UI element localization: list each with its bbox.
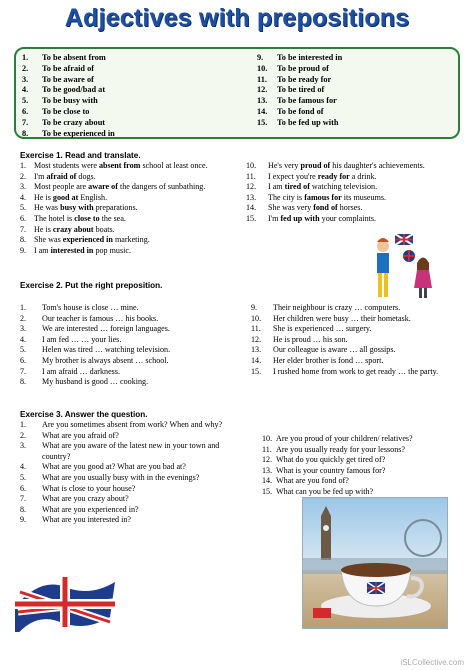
item-text: What is close to your house? xyxy=(42,483,136,493)
item-number: 12. xyxy=(262,455,273,465)
item-text: We are interested … foreign languages. xyxy=(42,324,170,334)
item-text: Our colleague is aware … all gossips. xyxy=(273,345,396,355)
highlighted-phrase: afraid of xyxy=(46,171,77,181)
highlighted-phrase: crazy about xyxy=(52,224,94,234)
item-text: To be ready for xyxy=(277,74,332,84)
item-text: Their neighbour is crazy … computers. xyxy=(273,303,401,312)
question-item xyxy=(262,445,467,456)
exercise-item xyxy=(20,367,240,378)
item-text: To be aware of xyxy=(42,74,94,84)
item-text: I am fed … … your lies. xyxy=(42,334,122,344)
item-number: 4. xyxy=(20,192,27,202)
sentence-item xyxy=(246,214,466,225)
sentence-start: I am xyxy=(268,182,285,192)
item-text: To be busy with xyxy=(42,96,98,106)
item-number: 5. xyxy=(22,96,29,106)
item-number: 1. xyxy=(22,53,29,62)
item-number: 15. xyxy=(257,117,268,127)
sentence-start: The city is xyxy=(268,192,305,202)
item-text: To be experienced in xyxy=(42,128,115,138)
item-number: 6. xyxy=(22,106,29,116)
vocabulary-item xyxy=(22,53,115,64)
sentence-start: He is xyxy=(34,224,53,234)
highlighted-phrase: busy with xyxy=(60,203,94,213)
question-item xyxy=(20,494,240,505)
question-item xyxy=(20,484,240,495)
sentence-start: I am xyxy=(34,245,51,255)
vocabulary-item xyxy=(257,118,342,129)
item-text: To be proud of xyxy=(277,63,329,73)
sentence-end: school at least once. xyxy=(140,161,208,170)
item-number: 8. xyxy=(22,128,29,138)
item-number: 6. xyxy=(20,213,27,223)
item-text: Helen was tired … watching television. xyxy=(42,345,171,355)
sentence-item xyxy=(246,193,466,204)
highlighted-phrase: ready for xyxy=(317,171,350,181)
exercise-item xyxy=(251,345,461,356)
exercise-item xyxy=(251,303,461,314)
item-text: To be good/bad at xyxy=(42,85,106,95)
sentence-end: boats. xyxy=(93,224,115,234)
item-text: What can you be fed up with? xyxy=(276,486,374,496)
item-number: 7. xyxy=(20,224,27,234)
sentence-item xyxy=(246,161,466,172)
highlighted-phrase: absent from xyxy=(98,161,141,170)
highlighted-phrase: fed up with xyxy=(280,213,320,223)
item-number: 12. xyxy=(257,85,268,95)
vocabulary-box xyxy=(14,47,460,139)
people-with-flags-illustration xyxy=(365,232,445,300)
sentence-start: She was xyxy=(34,235,63,245)
vocabulary-item xyxy=(22,75,115,86)
sentence-start: He's very xyxy=(268,161,301,170)
exercise-2-heading: Exercise 2. Put the right preposition. xyxy=(20,281,163,290)
item-number: 10. xyxy=(257,63,268,73)
item-number: 13. xyxy=(257,96,268,106)
item-number: 9. xyxy=(20,245,27,255)
item-number: 14. xyxy=(251,355,262,365)
sentence-item xyxy=(20,214,252,225)
item-text: My brother is always absent … school. xyxy=(42,355,169,365)
sentence-end: the sea. xyxy=(99,213,126,223)
item-text: To be famous for xyxy=(277,96,337,106)
vocabulary-column-1 xyxy=(22,53,115,139)
vocabulary-item xyxy=(22,118,115,129)
exercise-item xyxy=(20,324,240,335)
item-number: 2. xyxy=(20,171,27,181)
item-number: 2. xyxy=(20,430,27,440)
london-teacup-picture xyxy=(302,497,448,629)
vocabulary-item xyxy=(22,107,115,118)
item-number: 15. xyxy=(246,213,257,223)
question-item xyxy=(262,487,467,498)
question-item xyxy=(20,505,240,516)
exercise-3-right-list xyxy=(262,434,467,498)
item-number: 4. xyxy=(22,85,29,95)
sentence-start: He is xyxy=(34,192,53,202)
item-number: 15. xyxy=(251,366,262,376)
sentence-end: marketing. xyxy=(112,235,150,245)
item-text: Are you proud of your children/ relatives? xyxy=(276,434,413,443)
item-text: Her children were busy … their hometask. xyxy=(273,313,411,323)
item-text: To be crazy about xyxy=(42,117,106,127)
item-number: 3. xyxy=(20,441,27,451)
question-item xyxy=(262,434,467,445)
exercise-1-left-list xyxy=(20,161,252,256)
item-text: To be tired of xyxy=(277,85,325,95)
exercise-item xyxy=(20,345,240,356)
sentence-item xyxy=(246,172,466,183)
sentence-item xyxy=(20,182,252,193)
highlighted-phrase: experienced in xyxy=(62,235,113,245)
sentence-end: preparations. xyxy=(93,203,138,213)
item-text: What is your country famous for? xyxy=(276,465,386,475)
item-number: 4. xyxy=(20,334,27,344)
item-number: 14. xyxy=(246,203,257,213)
vocabulary-item xyxy=(22,96,115,107)
sentence-end: a drink. xyxy=(349,171,377,181)
highlighted-phrase: aware of xyxy=(88,182,118,192)
item-number: 9. xyxy=(20,515,27,525)
exercise-item xyxy=(251,367,461,378)
exercise-item xyxy=(20,377,240,388)
sentence-end: dogs. xyxy=(76,171,96,181)
item-text: To be absent from xyxy=(42,53,106,62)
item-text: I am afraid … darkness. xyxy=(42,366,120,376)
item-number: 5. xyxy=(20,472,27,482)
highlighted-phrase: interested in xyxy=(50,245,94,255)
sentence-item xyxy=(20,203,252,214)
item-text: What are you aware of the latest new in your town and country? xyxy=(42,441,220,461)
vocabulary-item xyxy=(257,96,342,107)
highlighted-phrase: fond of xyxy=(313,203,338,213)
uk-flag-decoration xyxy=(10,572,120,632)
item-number: 1. xyxy=(20,303,27,312)
item-number: 8. xyxy=(20,377,27,387)
item-number: 3. xyxy=(20,182,27,192)
exercise-2-right-list xyxy=(251,303,461,377)
exercise-1-right-list xyxy=(246,161,466,225)
sentence-item xyxy=(20,225,252,236)
item-number: 7. xyxy=(20,366,27,376)
item-number: 10. xyxy=(251,313,262,323)
vocabulary-column-2 xyxy=(257,53,342,129)
item-number: 2. xyxy=(22,63,29,73)
item-number: 13. xyxy=(246,192,257,202)
item-text: What are you crazy about? xyxy=(42,494,129,504)
item-number: 15. xyxy=(262,486,273,496)
item-text: What are you good at? What are you bad at? xyxy=(42,462,186,472)
sentence-start: He was xyxy=(34,203,61,213)
item-text: Are you usually ready for your lessons? xyxy=(276,444,406,454)
vocabulary-item xyxy=(22,129,115,140)
sentence-end: horses. xyxy=(337,203,363,213)
sentence-end: its museums. xyxy=(341,192,387,202)
highlighted-phrase: tired of xyxy=(284,182,310,192)
item-number: 11. xyxy=(251,324,261,334)
question-item xyxy=(20,441,240,462)
item-number: 1. xyxy=(20,161,27,170)
exercise-item xyxy=(20,335,240,346)
sentence-end: watching television. xyxy=(309,182,378,192)
item-text: Tom's house is close … mine. xyxy=(42,303,139,312)
item-number: 9. xyxy=(251,303,258,312)
exercise-1-heading: Exercise 1. Read and translate. xyxy=(20,151,141,160)
sentence-start: I'm xyxy=(34,171,47,181)
item-text: My husband is good … cooking. xyxy=(42,377,149,387)
vocabulary-item xyxy=(257,107,342,118)
question-item xyxy=(20,431,240,442)
item-number: 7. xyxy=(22,117,29,127)
item-number: 3. xyxy=(22,74,29,84)
item-text: To be close to xyxy=(42,106,90,116)
exercise-item xyxy=(20,314,240,325)
item-text: He is proud … his son. xyxy=(273,334,348,344)
exercise-item xyxy=(251,335,461,346)
sentence-item xyxy=(20,161,252,172)
sentence-end: his daughter's achievements. xyxy=(330,161,425,170)
sentence-item xyxy=(246,182,466,193)
question-item xyxy=(20,462,240,473)
item-number: 12. xyxy=(246,182,257,192)
sentence-end: your complaints. xyxy=(319,213,377,223)
question-item xyxy=(20,473,240,484)
item-text: What are you usually busy with in the evenings? xyxy=(42,472,200,482)
question-item xyxy=(262,466,467,477)
item-number: 6. xyxy=(20,483,27,493)
sentence-start: I expect you're xyxy=(268,171,318,181)
item-number: 10. xyxy=(246,161,257,170)
question-item xyxy=(262,455,467,466)
item-text: To be afraid of xyxy=(42,63,95,73)
item-number: 13. xyxy=(251,345,262,355)
item-number: 14. xyxy=(257,106,268,116)
exercise-3-left-list xyxy=(20,420,240,526)
sentence-start: Most students were xyxy=(34,161,99,170)
exercise-3-heading: Exercise 3. Answer the question. xyxy=(20,410,148,419)
item-text: She is experienced … surgery. xyxy=(273,324,372,334)
vocabulary-item xyxy=(257,85,342,96)
exercise-2-left-list xyxy=(20,303,240,388)
item-number: 1. xyxy=(20,420,27,429)
highlighted-phrase: close to xyxy=(74,213,100,223)
sentence-start: Most people are xyxy=(34,182,89,192)
item-text: What are you afraid of? xyxy=(42,430,119,440)
item-number: 11. xyxy=(246,171,256,181)
item-number: 7. xyxy=(20,494,27,504)
highlighted-phrase: proud of xyxy=(300,161,331,170)
item-number: 4. xyxy=(20,462,27,472)
exercise-item xyxy=(20,303,240,314)
item-number: 8. xyxy=(20,504,27,514)
item-number: 3. xyxy=(20,324,27,334)
item-number: 11. xyxy=(257,74,267,84)
item-text: Her elder brother is fond … sport. xyxy=(273,355,384,365)
item-number: 5. xyxy=(20,345,27,355)
exercise-item xyxy=(251,356,461,367)
item-number: 5. xyxy=(20,203,27,213)
watermark: iSLCollective.com xyxy=(400,658,464,667)
question-item xyxy=(20,420,240,431)
sentence-start: She was very xyxy=(268,203,314,213)
vocabulary-item xyxy=(257,53,342,64)
exercise-item xyxy=(251,324,461,335)
item-text: To be fond of xyxy=(277,106,324,116)
sentence-item xyxy=(20,246,252,257)
vocabulary-item xyxy=(22,64,115,75)
item-text: To be fed up with xyxy=(277,117,339,127)
sentence-item xyxy=(20,235,252,246)
worksheet-title: Adjectives with prepositions xyxy=(64,4,410,32)
item-number: 11. xyxy=(262,444,272,454)
item-text: What are you interested in? xyxy=(42,515,131,525)
sentence-end: English. xyxy=(78,192,108,202)
item-number: 14. xyxy=(262,476,273,486)
sentence-end: pop music. xyxy=(93,245,131,255)
item-text: What are you experienced in? xyxy=(42,504,139,514)
item-text: I rushed home from work to get ready … the party. xyxy=(273,366,439,376)
vocabulary-item xyxy=(257,75,342,86)
item-text: Our teacher is famous … his books. xyxy=(42,313,159,323)
item-number: 13. xyxy=(262,465,273,475)
item-number: 8. xyxy=(20,235,27,245)
highlighted-phrase: famous for xyxy=(304,192,342,202)
sentence-end: the dangers of sunbathing. xyxy=(117,182,206,192)
vocabulary-item xyxy=(22,85,115,96)
item-number: 2. xyxy=(20,313,27,323)
item-text: What do you quickly get tired of? xyxy=(276,455,386,465)
sentence-item xyxy=(20,172,252,183)
item-text: To be interested in xyxy=(277,53,343,62)
item-number: 6. xyxy=(20,355,27,365)
item-number: 9. xyxy=(257,53,264,62)
sentence-item xyxy=(246,203,466,214)
item-text: What are you fond of? xyxy=(276,476,349,486)
vocabulary-item xyxy=(257,64,342,75)
item-text: Are you sometimes absent from work? When and why? xyxy=(42,420,223,429)
exercise-item xyxy=(251,314,461,325)
exercise-item xyxy=(20,356,240,367)
sentence-start: I'm xyxy=(268,213,281,223)
question-item xyxy=(262,476,467,487)
sentence-item xyxy=(20,193,252,204)
sentence-start: The hotel is xyxy=(34,213,75,223)
item-number: 12. xyxy=(251,334,262,344)
highlighted-phrase: good at xyxy=(52,192,79,202)
question-item xyxy=(20,515,240,526)
item-number: 10. xyxy=(262,434,273,443)
